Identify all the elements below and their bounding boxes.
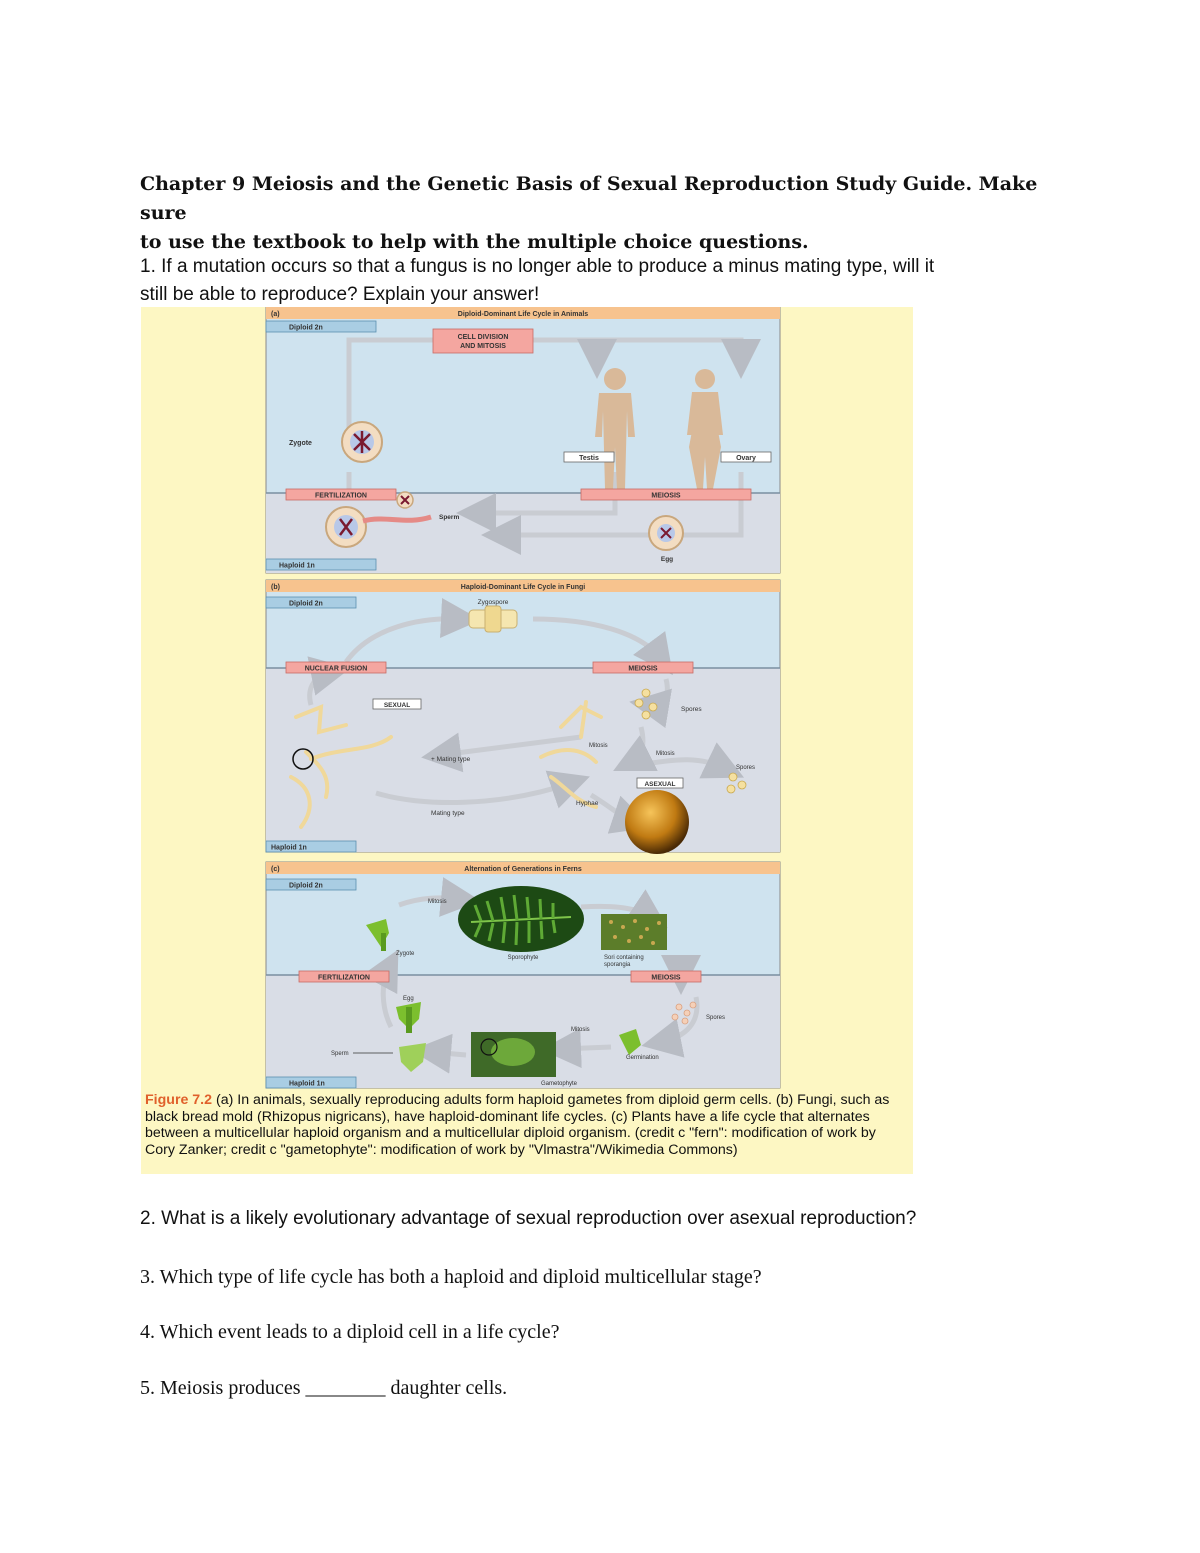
zygospore-shape <box>469 606 517 632</box>
panel-b-haploid-label: Haploid 1n <box>271 844 307 852</box>
figure-caption-label: Figure 7.2 <box>145 1092 213 1108</box>
sori-label-2: sporangia <box>604 962 631 968</box>
question-3: 3. Which type of life cycle has both a haploid and diploid multicellular stage? <box>140 1266 762 1288</box>
egg-label-a: Egg <box>660 556 674 563</box>
question-5: 5. Meiosis produces ________ daughter cells. <box>140 1377 508 1399</box>
and-mitosis-label: AND MITOSIS <box>460 343 506 350</box>
mitosis-label-c-bottom: Mitosis <box>571 1027 590 1033</box>
title-line-2: to use the textbook to help with the multiple choice questions. <box>140 231 809 253</box>
panel-a <box>266 307 780 573</box>
fertilization-label-a: FERTILIZATION <box>315 492 367 500</box>
panel-b <box>266 580 780 854</box>
fertilization-label-c: FERTILIZATION <box>318 974 370 982</box>
figure-caption <box>145 1092 909 1158</box>
question-1-line-1: 1. If a mutation occurs so that a fungus is no longer able to produce a minus mating type, will it <box>140 256 935 277</box>
zygote-label-c: Zygote <box>396 951 415 957</box>
question-2: 2. What is a likely evolutionary advantage of sexual reproduction over asexual reproduction? <box>140 1208 917 1229</box>
panel-a-haploid-label: Haploid 1n <box>279 562 315 570</box>
panel-c-diploid-label: Diploid 2n <box>289 882 323 890</box>
panel-c <box>266 862 780 1088</box>
sperm-label-a: Sperm <box>439 514 460 521</box>
spores-label-b: Spores <box>681 706 702 713</box>
sporangium-photo <box>625 790 689 854</box>
minus-mating-type-label: Mating type <box>431 810 465 817</box>
asexual-label: ASEXUAL <box>644 781 676 788</box>
study-guide-title <box>140 170 1070 257</box>
meiosis-label-b: MEIOSIS <box>628 665 658 673</box>
panel-b-title: Haploid-Dominant Life Cycle in Fungi <box>460 584 586 591</box>
zygospore-label: Zygospore <box>477 599 509 606</box>
meiosis-label-a: MEIOSIS <box>651 492 681 500</box>
gametophyte-label: Gametophyte <box>541 1081 578 1087</box>
zygote-label: Zygote <box>289 440 312 447</box>
panel-c-haploid-label: Haploid 1n <box>289 1080 325 1088</box>
sori-label-1: Sori containing <box>604 955 644 961</box>
meiosis-label-c: MEIOSIS <box>651 974 681 982</box>
sexual-label: SEXUAL <box>383 702 411 709</box>
cell-division-label: CELL DIVISION <box>457 334 509 341</box>
hyphae-label: Hyphae <box>576 800 599 807</box>
panel-c-title: Alternation of Generations in Ferns <box>464 866 582 873</box>
nuclear-fusion-label: NUCLEAR FUSION <box>304 665 368 673</box>
egg-label-c: Egg <box>403 996 414 1002</box>
panel-b-tag: (b) <box>271 584 280 591</box>
figure-caption-text: (a) In animals, sexually reproducing adults form haploid gametes from diploid germ cells. (b) Fungi, such as black bread mold (Rhizopus nigricans), have haploid-dominant life cycles. (c) Plants have a life cycle that alternates between a multicellular haploid organism and a multicellular diploid organism. (credit c "fern": modification of work by Cory Zanker; credit c "gametophyte": modification of work by "Vlmastra"/Wikimedia Commons) <box>145 1092 890 1158</box>
plus-mating-type-label: + Mating type <box>431 756 471 763</box>
ovary-label: Ovary <box>736 455 756 462</box>
title-line-1: Chapter 9 Meiosis and the Genetic Basis of Sexual Reproduction Study Guide. Make sure <box>140 173 1038 224</box>
question-1 <box>140 253 934 309</box>
panel-a-title: Diploid-Dominant Life Cycle in Animals <box>457 311 589 318</box>
panel-a-diploid-label: Diploid 2n <box>289 324 323 332</box>
testis-label: Testis <box>579 455 599 462</box>
question-1-line-2: still be able to reproduce? Explain your answer! <box>140 284 540 305</box>
sperm-label-c: Sperm <box>331 1051 349 1057</box>
panel-a-tag: (a) <box>271 311 280 318</box>
mitosis-label-c-top: Mitosis <box>428 899 447 905</box>
panel-b-diploid-label: Diploid 2n <box>289 600 323 608</box>
mitosis-label-b1: Mitosis <box>589 743 608 749</box>
spores-label-b2: Spores <box>736 765 756 771</box>
sporophyte-label: Sporophyte <box>507 955 539 961</box>
life-cycle-diagram <box>141 307 913 1174</box>
spores-label-c: Spores <box>706 1015 726 1021</box>
life-cycle-figure <box>141 307 913 1174</box>
question-4: 4. Which event leads to a diploid cell in a life cycle? <box>140 1321 560 1343</box>
germination-label: Germination <box>626 1055 659 1061</box>
panel-c-tag: (c) <box>271 866 280 873</box>
mitosis-label-b2: Mitosis <box>656 751 675 757</box>
